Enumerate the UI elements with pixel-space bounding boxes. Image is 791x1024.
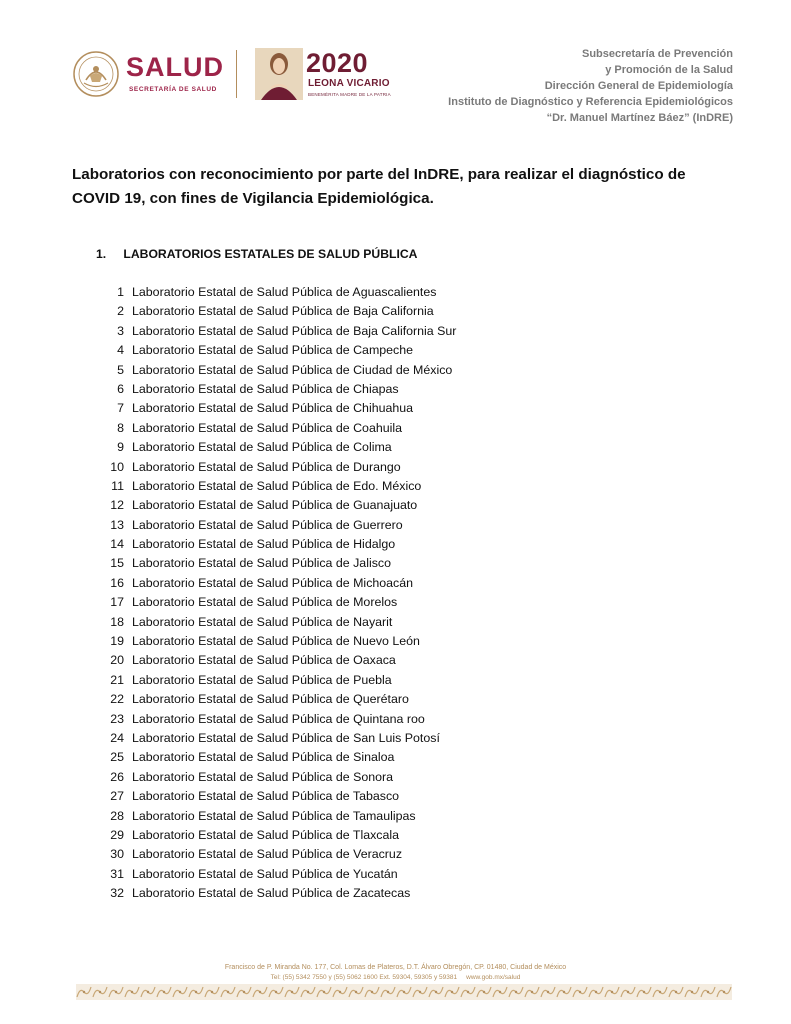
list-item <box>100 496 456 515</box>
list-item <box>100 729 456 748</box>
item-number: 32 <box>110 886 124 901</box>
list-item <box>100 283 456 302</box>
item-name: Laboratorio Estatal de Salud Pública de Michoacán <box>132 575 414 590</box>
list-item <box>100 535 456 554</box>
footer-contact <box>0 973 791 983</box>
item-number: 5 <box>117 362 124 377</box>
item-number: 17 <box>110 595 124 610</box>
item-number: 18 <box>110 614 124 629</box>
item-name: Laboratorio Estatal de Salud Pública de Nayarit <box>132 614 393 629</box>
item-name: Laboratorio Estatal de Salud Pública de Guerrero <box>132 517 403 532</box>
list-item <box>100 438 456 457</box>
item-name: Laboratorio Estatal de Salud Pública de Sinaloa <box>132 750 395 765</box>
item-number: 16 <box>110 575 124 590</box>
item-name: Laboratorio Estatal de Salud Pública de Aguascalientes <box>132 285 437 299</box>
footer-address: Francisco de P. Miranda No. 177, Col. Lomas de Plateros, D.T. Álvaro Obregón, CP. 01480, Ciudad de México <box>224 964 567 971</box>
item-name: Laboratorio Estatal de Salud Pública de Yucatán <box>132 866 398 881</box>
item-number: 11 <box>111 478 124 493</box>
item-number: 19 <box>110 634 124 649</box>
item-number: 4 <box>117 343 124 358</box>
item-name: Laboratorio Estatal de Salud Pública de Chiapas <box>132 381 399 396</box>
salud-logo-word: SALUD <box>126 52 224 82</box>
item-number: 28 <box>110 808 124 823</box>
item-number: 20 <box>110 653 124 668</box>
item-name: Laboratorio Estatal de Salud Pública de Quintana roo <box>132 711 425 726</box>
item-number: 3 <box>117 323 124 338</box>
list-item <box>100 690 456 709</box>
item-number: 13 <box>110 517 124 532</box>
commemoration-subtitle: BENEMÉRITA MADRE DE LA PATRIA <box>308 92 391 97</box>
leona-vicario-portrait-icon <box>255 48 303 100</box>
item-number: 7 <box>117 401 124 416</box>
list-item <box>100 516 456 535</box>
decorative-border-pattern-icon <box>76 984 732 1000</box>
item-number: 8 <box>117 420 124 435</box>
item-number: 15 <box>110 556 124 571</box>
section-heading-text: LABORATORIOS ESTATALES DE SALUD PÚBLICA <box>123 247 418 261</box>
institution-block <box>448 46 733 126</box>
footer-website[interactable]: www.gob.mx/salud <box>466 974 521 981</box>
item-number: 29 <box>110 827 124 842</box>
item-number: 9 <box>117 440 124 455</box>
item-name: Laboratorio Estatal de Salud Pública de Coahuila <box>132 420 403 435</box>
item-number: 23 <box>110 711 124 726</box>
list-item <box>100 632 456 651</box>
item-number: 25 <box>110 750 124 765</box>
item-name: Laboratorio Estatal de Salud Pública de Veracruz <box>132 847 403 862</box>
salud-logo-subtitle: SECRETARÍA DE SALUD <box>129 86 217 93</box>
item-name: Laboratorio Estatal de Salud Pública de Morelos <box>132 595 398 610</box>
item-number: 22 <box>110 692 124 707</box>
year-2020: 2020 <box>306 48 369 78</box>
list-item <box>100 380 456 399</box>
list-item <box>100 554 456 573</box>
item-number: 24 <box>110 730 124 745</box>
list-item <box>100 807 456 826</box>
item-number: 26 <box>110 769 124 784</box>
commemoration-name: LEONA VICARIO <box>308 78 390 89</box>
institution-line: y Promoción de la Salud <box>605 64 733 76</box>
item-name: Laboratorio Estatal de Salud Pública de Hidalgo <box>132 537 396 552</box>
item-name: Laboratorio Estatal de Salud Pública de Zacatecas <box>132 886 411 901</box>
item-name: Laboratorio Estatal de Salud Pública de Baja California Sur <box>132 323 457 338</box>
list-item <box>100 399 456 418</box>
item-number: 10 <box>110 459 124 474</box>
item-name: Laboratorio Estatal de Salud Pública de Nuevo León <box>132 634 420 649</box>
item-name: Laboratorio Estatal de Salud Pública de Edo. México <box>132 478 422 493</box>
logo-divider <box>236 50 237 98</box>
footer-phones: Tel: (55) 5342 7550 y (55) 5062 1600 Ext. 59304, 59305 y 59381 <box>270 974 458 981</box>
item-name: Laboratorio Estatal de Salud Pública de Oaxaca <box>132 653 396 668</box>
item-number: 27 <box>110 789 124 804</box>
item-name: Laboratorio Estatal de Salud Pública de Querétaro <box>132 692 409 707</box>
list-item <box>100 865 456 884</box>
item-name: Laboratorio Estatal de Salud Pública de Tlaxcala <box>132 827 400 842</box>
item-number: 2 <box>117 304 124 319</box>
header-logos <box>72 44 392 104</box>
list-item <box>100 884 456 903</box>
item-number: 14 <box>110 537 124 552</box>
list-item <box>100 477 456 496</box>
list-item <box>100 651 456 670</box>
list-item <box>100 845 456 864</box>
item-name: Laboratorio Estatal de Salud Pública de Sonora <box>132 769 394 784</box>
institution-line: Subsecretaría de Prevención <box>581 48 733 60</box>
list-item <box>100 613 456 632</box>
list-item <box>100 593 456 612</box>
item-number: 12 <box>110 498 124 513</box>
section-heading <box>96 247 417 261</box>
list-item <box>100 419 456 438</box>
list-item <box>100 574 456 593</box>
item-name: Laboratorio Estatal de Salud Pública de Tamaulipas <box>132 808 416 823</box>
list-item <box>100 671 456 690</box>
section-number: 1. <box>96 247 107 261</box>
national-seal-icon <box>72 50 120 98</box>
item-name: Laboratorio Estatal de Salud Pública de Puebla <box>132 672 392 687</box>
list-item <box>100 826 456 845</box>
item-number: 21 <box>110 672 124 687</box>
institution-line: “Dr. Manuel Martínez Báez” (InDRE) <box>546 112 733 124</box>
item-name: Laboratorio Estatal de Salud Pública de San Luis Potosí <box>132 730 440 745</box>
document-title: Laboratorios con reconocimiento por parte del InDRE, para realizar el diagnóstico de COVID 19, con fines de Vigilancia Epidemiológica. <box>72 166 686 207</box>
item-name: Laboratorio Estatal de Salud Pública de Tabasco <box>132 789 400 804</box>
institution-line: Instituto de Diagnóstico y Referencia Epidemiológicos <box>448 96 733 108</box>
item-name: Laboratorio Estatal de Salud Pública de Guanajuato <box>132 498 418 513</box>
list-item <box>100 458 456 477</box>
item-number: 6 <box>117 381 124 396</box>
list-item <box>100 322 456 341</box>
list-item <box>100 361 456 380</box>
institution-line: Dirección General de Epidemiología <box>544 80 733 92</box>
item-name: Laboratorio Estatal de Salud Pública de Durango <box>132 459 401 474</box>
item-name: Laboratorio Estatal de Salud Pública de Chihuahua <box>132 401 414 416</box>
item-number: 1 <box>117 285 124 299</box>
list-item <box>100 302 456 321</box>
laboratory-list <box>100 283 456 904</box>
list-item <box>100 787 456 806</box>
list-item <box>100 341 456 360</box>
list-item <box>100 710 456 729</box>
item-number: 30 <box>110 847 124 862</box>
list-item <box>100 748 456 767</box>
item-number: 31 <box>110 866 124 881</box>
item-name: Laboratorio Estatal de Salud Pública de Colima <box>132 440 392 455</box>
item-name: Laboratorio Estatal de Salud Pública de Ciudad de México <box>132 362 453 377</box>
item-name: Laboratorio Estatal de Salud Pública de Campeche <box>132 343 414 358</box>
item-name: Laboratorio Estatal de Salud Pública de Baja California <box>132 304 434 319</box>
item-name: Laboratorio Estatal de Salud Pública de Jalisco <box>132 556 391 571</box>
list-item <box>100 768 456 787</box>
